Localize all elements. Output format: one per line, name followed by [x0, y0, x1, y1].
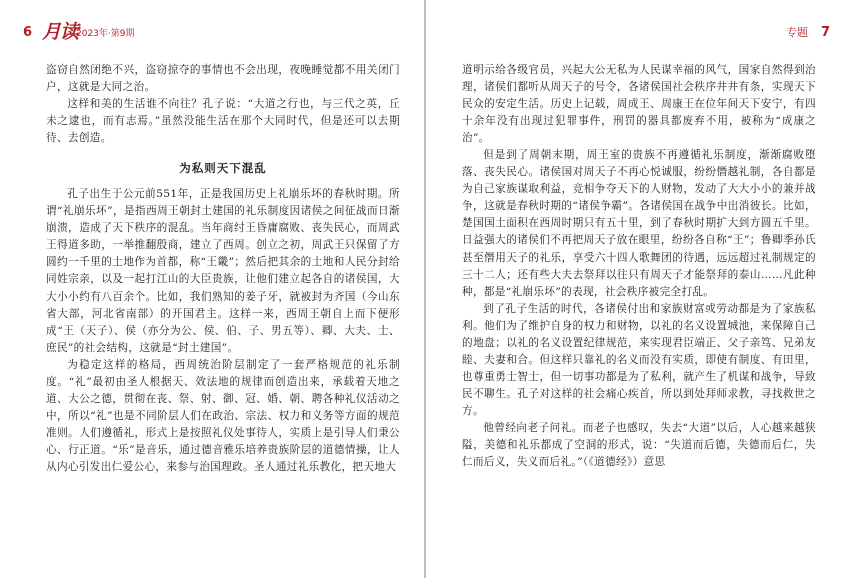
paragraph: 他曾经向老子问礼。而老子也感叹，失去“大道”以后，人心越来越狭隘，美德和礼乐都成了空洞的形式，说：“失道而后德，失德而后仁，失仁而后义，失义而后礼。”（《道德经》）意思: [462, 421, 816, 469]
paragraph: 为稳定这样的格局，西周统治阶层制定了一套严格规范的礼乐制度。“礼”最初由圣人根据天、效法地的规律而创造出来，承载着天地之道、大公之德，贯彻在丧、祭、射、御、冠、婚、朝、聘各种礼仪活动之中，所以“礼”也是不同阶层人们在政治、宗法、权力和义务等方面的规范准则。人们遵循礼，形式上是按照礼仪处事待人，实质上是引导人们秉公心、行正道。“乐”是音乐，通过德音雅乐培养贵族阶层的道德情操，让人从内心引发出仁爱公心，来参与治国理政。圣人通过礼乐教化，把天地大: [46, 358, 400, 473]
right-page: [426, 0, 850, 578]
page-number: 7: [820, 25, 830, 40]
issue-label: 2023年·第9期: [76, 29, 135, 39]
paragraph: 孔子出生于公元前551年，正是我国历史上礼崩乐坏的春秋时期。所谓“礼崩乐坏”，是指西周王朝封土建国的礼乐制度因诸侯之间征战而日渐崩溃，造成了天下秩序的混乱。当年商纣王昏庸腐败、丧失民心，而周武王得道多助，一举推翻殷商，建立了西周。创立之初，周武王只保留了方圆约一千里的土地作为首都，称“王畿”；然后把其余的土地和人民分封给同姓宗亲，以及一起打江山的大臣贵族，让他们建立起各自的诸侯国，大大小小约有八百余个。比如，我们熟知的姜子牙，就被封为齐国（今山东省大部，河北省南部）的开国君主。这样一来，西周王朝自上而下便形成“王（天子）、侯（亦分为公、侯、伯、子、男五等）、卿、大夫、士、庶民”的社会结构，这就是“封土建国”。: [46, 188, 400, 354]
left-page: [0, 0, 424, 578]
page-number: 6: [23, 25, 33, 40]
magazine-logo: 月读: [42, 21, 79, 43]
paragraph: 道明示给各级官员，兴起大公无私为人民谋幸福的风气，国家自然得到治理，诸侯们都听从周天子的号令，各诸侯国社会秩序井井有条，实现天下民众的安定生活。历史上记载，周成王、周康王在位年间天下安宁，有四十余年没有出现过犯罪事件，刑罚的器具都废弃不用，被称为“成康之治”。: [462, 64, 816, 145]
left-page-body: [46, 62, 400, 476]
right-page-header: [462, 10, 830, 40]
section-heading: 为私则天下混乱: [179, 161, 267, 176]
right-page-body: [462, 62, 816, 471]
paragraph: 这样和美的生活谁不向往？孔子说：“大道之行也，与三代之英，丘未之逮也，而有志焉。”虽然没能生活在那个大同时代，但是还可以去期待、去创造。: [46, 98, 400, 145]
paragraph: 到了孔子生活的时代，各诸侯付出和家族财富或劳动都是为了家族私利。他们为了维护自身的权力和财物，以礼的名义设置城池，来保障自己的地盘；以礼的名义设置纪律规范，来实现君臣端正、父子亲笃、兄弟友睦、夫妻和合。但这样只靠礼的名义而没有实质，即使有制度、有田里，也尊重勇士智士，但一切事功都是为了私利，就产生了机谋和战争，导致民不聊生。孔子对这样的社会痛心疾首，所以到处拜师求教，寻找救世之方。: [462, 302, 816, 417]
paragraph: 盗窃自然闭绝不兴，盗窃掠夺的事情也不会出现，夜晚睡觉都不用关闭门户，这就是大同之治。: [46, 64, 400, 94]
section-label: 专题: [786, 26, 808, 39]
left-page-header: [23, 10, 400, 43]
paragraph: 但是到了周朝末期，周王室的贵族不再遵循礼乐制度，渐渐腐败堕落、丧失民心。诸侯国对周天子不再心悦诚服，纷纷僭越礼制，各自都是为自己家族谋取利益，竞相争夺天下的人财物，发动了大大小小的兼并战争，这就是春秋时期的“诸侯争霸”。各诸侯国在战争中出消彼长。比如，楚国国土面积在西周时期只有五十里，到了春秋时期扩大到方圆五千里。日益强大的诸侯们不再把周天子放在眼里，纷纷各自称“王”；鲁卿季孙氏甚至僭用天子的礼乐，享受六十四人歌舞团的待遇，远远超过礼制规定的三十二人；还有些大夫去祭拜以往只有周天子才能祭拜的泰山……凡此种种，都是“礼崩乐坏”的表现，社会秩序被完全打乱。: [462, 149, 816, 298]
